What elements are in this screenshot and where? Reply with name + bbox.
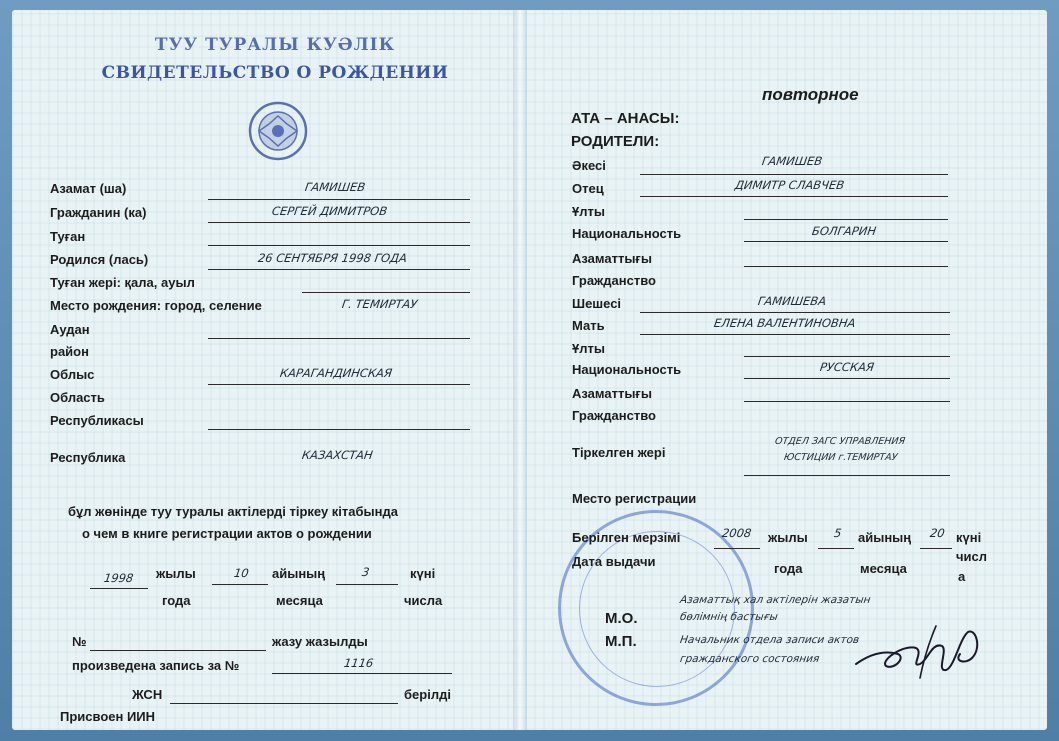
- mother-nationality-value: РУССКАЯ: [819, 360, 876, 374]
- surname-value: ГАМИШЕВ: [304, 180, 367, 194]
- center-fold: [513, 10, 527, 730]
- record-day-kz: күні: [410, 566, 436, 581]
- born-label-kz: Туған: [50, 229, 86, 244]
- issue-month-line: [818, 548, 854, 549]
- mother-cit-label-ru: Гражданство: [572, 408, 656, 423]
- district-line: [208, 338, 470, 339]
- official-signature: [850, 618, 990, 688]
- record-month-kz: айының: [272, 566, 326, 581]
- mother-nat-label-kz: Ұлты: [572, 341, 605, 356]
- issue-label-ru: Дата выдачи: [572, 554, 656, 569]
- record-year-line: [90, 588, 148, 589]
- birth-date-line: [208, 269, 470, 270]
- iin-label-ru: Присвоен ИИН: [60, 709, 156, 724]
- issue-day-ru-1: числ: [956, 549, 988, 564]
- father-label-ru: Отец: [572, 181, 604, 196]
- state-emblem-icon: [245, 100, 311, 162]
- issue-year-kz: жылы: [768, 530, 808, 545]
- record-month-ru: месяца: [276, 593, 323, 608]
- father-nat-line-kz: [744, 219, 948, 220]
- father-name-line: [640, 196, 948, 197]
- record-day-line: [336, 584, 398, 585]
- duplicate-mark: повторное: [762, 85, 859, 104]
- born-label-ru: Родился (лась): [50, 252, 149, 267]
- father-cit-label-kz: Азаматтығы: [572, 251, 652, 266]
- entry-label-ru: произведена запись за №: [72, 658, 240, 673]
- father-surname-value: ГАМИШЕВ: [761, 154, 824, 168]
- registration-value-2: ЮСТИЦИИ г.ТЕМИРТАУ: [783, 452, 899, 463]
- citizen-label-kz: Азамат (ша): [50, 181, 127, 196]
- head-title-kz-1: Азаматтық хал актілерін жазатын: [679, 594, 872, 606]
- head-title-ru-2: гражданского состояния: [679, 653, 821, 665]
- head-title-kz-2: бөлімнің бастығы: [679, 611, 779, 623]
- registration-label-ru: Место регистрации: [572, 491, 697, 506]
- kazakh-banner: ТУУ ТУРАЛЫ КУӘЛІК: [154, 35, 396, 55]
- region-label-kz: Облыс: [50, 367, 95, 382]
- republic-value: КАЗАХСТАН: [301, 448, 374, 462]
- name-line: [208, 222, 470, 223]
- district-label-ru: район: [50, 344, 89, 359]
- issue-year-value: 2008: [721, 526, 753, 540]
- entry-number-line-kz: [90, 650, 266, 651]
- entry-number-line: [272, 673, 452, 674]
- born-line: [208, 245, 470, 246]
- iin-given-label: берілді: [404, 687, 451, 702]
- issue-month-value: 5: [833, 526, 843, 540]
- region-line: [208, 384, 470, 385]
- mother-nat-line-kz: [744, 356, 950, 357]
- father-cit-label-ru: Гражданство: [572, 273, 656, 288]
- issue-month-kz: айының: [858, 530, 912, 545]
- record-day-ru: числа: [404, 593, 443, 608]
- issue-year-line: [714, 548, 760, 549]
- record-line-kz: бұл жөнінде туу туралы актілерді тіркеу кітабында: [68, 504, 398, 519]
- issue-day-line: [920, 548, 952, 549]
- record-line-ru: о чем в книге регистрации актов о рождении: [82, 526, 372, 541]
- name-value: СЕРГЕЙ ДИМИТРОВ: [271, 204, 389, 218]
- region-value: КАРАГАНДИНСКАЯ: [279, 366, 394, 380]
- record-year-ru: года: [162, 593, 191, 608]
- place-line: [302, 292, 470, 293]
- place-label-kz: Туған жері: қала, ауыл: [50, 275, 195, 290]
- father-nat-line: [744, 241, 948, 242]
- registration-line: [744, 475, 950, 476]
- number-sign: №: [72, 634, 87, 649]
- surname-line: [208, 199, 470, 200]
- mother-nat-label-ru: Национальность: [572, 362, 682, 377]
- district-label-kz: Аудан: [50, 322, 90, 337]
- mother-nat-line: [744, 378, 950, 379]
- mother-name-line: [640, 334, 950, 335]
- republic-label-kz: Республикасы: [50, 413, 144, 428]
- issue-year-ru: года: [774, 561, 803, 576]
- father-nat-label-kz: Ұлты: [572, 204, 605, 219]
- entry-label-kz: жазу жазылды: [272, 634, 368, 649]
- record-day-value: 3: [361, 565, 371, 579]
- father-cit-line: [744, 266, 948, 267]
- record-year-kz: жылы: [156, 566, 196, 581]
- place-label-ru: Место рождения: город, селение: [50, 298, 262, 313]
- iin-line: [170, 703, 398, 704]
- father-nationality-value: БОЛГАРИН: [811, 224, 878, 238]
- iin-label-kz: ЖСН: [132, 687, 163, 702]
- mother-name-value: ЕЛЕНА ВАЛЕНТИНОВНА: [713, 316, 857, 330]
- birth-place-value: Г. ТЕМИРТАУ: [341, 297, 419, 311]
- entry-number-value: 1116: [343, 656, 375, 670]
- seal-label-ru: М.П.: [605, 633, 637, 650]
- region-label-ru: Область: [50, 390, 105, 405]
- record-month-value: 10: [233, 566, 250, 580]
- father-name-value: ДИМИТР СЛАВЧЕВ: [734, 178, 846, 192]
- republic-label-ru: Республика: [50, 450, 126, 465]
- birth-date-value: 26 СЕНТЯБРЯ 1998 ГОДА: [257, 251, 408, 265]
- issue-label-kz: Берілген мерзімі: [572, 530, 681, 545]
- certificate-title: СВИДЕТЕЛЬСТВО О РОЖДЕНИИ: [101, 63, 449, 83]
- father-label-kz: Әкесі: [572, 158, 606, 173]
- republic-line: [208, 429, 470, 430]
- parents-heading-kz: АТА – АНАСЫ:: [571, 110, 680, 127]
- issue-day-value: 20: [929, 526, 946, 540]
- mother-label-kz: Шешесі: [572, 296, 622, 311]
- mother-cit-label-kz: Азаматтығы: [572, 386, 652, 401]
- issue-month-ru: месяца: [860, 561, 907, 576]
- issue-day-ru-2: а: [958, 569, 966, 584]
- father-nat-label-ru: Национальность: [572, 226, 682, 241]
- parents-heading-ru: РОДИТЕЛИ:: [571, 133, 660, 150]
- seal-label-kz: М.О.: [605, 610, 638, 627]
- mother-cit-line: [744, 401, 950, 402]
- head-title-ru-1: Начальник отдела записи актов: [679, 634, 860, 646]
- record-year-value: 1998: [103, 571, 135, 585]
- registration-label-kz: Тіркелген жері: [572, 445, 666, 460]
- issue-day-kz: күні: [956, 530, 982, 545]
- citizen-label-ru: Гражданин (ка): [50, 205, 147, 220]
- mother-label-ru: Мать: [572, 318, 605, 333]
- registration-value-1: ОТДЕЛ ЗАГС УПРАВЛЕНИЯ: [774, 436, 906, 447]
- mother-surname-value: ГАМИШЕВА: [757, 294, 828, 308]
- mother-surname-line: [640, 312, 950, 313]
- father-surname-line: [640, 174, 948, 175]
- record-month-line: [212, 584, 268, 585]
